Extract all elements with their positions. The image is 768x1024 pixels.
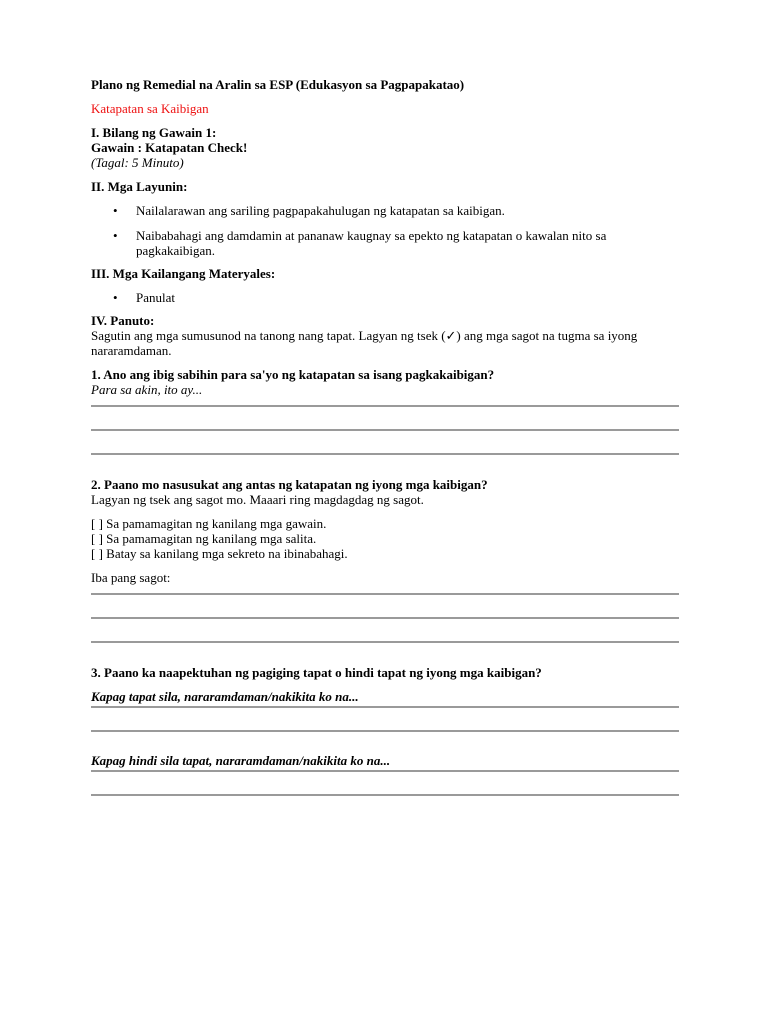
- answer-line[interactable]: [91, 641, 679, 643]
- question-2-options: [91, 516, 679, 561]
- checkbox-option[interactable]: [ ] Sa pamamagitan ng kanilang mga salita.: [91, 531, 317, 546]
- bullet-icon: •: [113, 203, 118, 218]
- materials-list: [91, 290, 679, 305]
- bullet-icon: •: [113, 290, 118, 305]
- answer-line[interactable]: [91, 453, 679, 455]
- bullet-icon: •: [113, 228, 118, 243]
- question-2-text: 2. Paano mo nasusukat ang antas ng katapatan ng iyong mga kaibigan?: [91, 477, 488, 492]
- answer-line[interactable]: [91, 429, 679, 431]
- question-1-text: 1. Ano ang ibig sabihin para sa'yo ng katapatan sa isang pagkakaibigan?: [91, 367, 495, 382]
- objectives-list: [91, 203, 679, 258]
- list-item-text-continued: pagkakaibigan.: [136, 243, 216, 258]
- list-item: [91, 228, 679, 258]
- section-activity: [91, 125, 679, 170]
- section-materials-heading: III. Mga Kailangang Materyales:: [91, 266, 276, 281]
- answer-line[interactable]: [91, 593, 679, 595]
- question-1: [91, 367, 679, 455]
- answer-line[interactable]: [91, 617, 679, 619]
- section-instructions-heading: IV. Panuto:: [91, 313, 155, 328]
- list-item: [91, 290, 679, 305]
- answer-line[interactable]: [91, 770, 679, 772]
- activity-duration: (Tagal: 5 Minuto): [91, 155, 184, 170]
- answer-line[interactable]: [91, 730, 679, 732]
- instructions-text-line1: Sagutin ang mga sumusunod na tanong nang tapat. Lagyan ng tsek (✓) ang mga sagot na tugma sa iyong: [91, 328, 638, 343]
- answer-line[interactable]: [91, 405, 679, 407]
- list-item: [91, 203, 679, 218]
- question-1-prompt: Para sa akin, ito ay...: [91, 382, 203, 397]
- section-objectives-heading: II. Mga Layunin:: [91, 179, 188, 194]
- document-subtitle: Katapatan sa Kaibigan: [91, 101, 209, 116]
- list-item-text: Nailalarawan ang sariling pagpapakahulugan ng katapatan sa kaibigan.: [136, 203, 505, 218]
- answer-line[interactable]: [91, 706, 679, 708]
- question-3: [91, 665, 679, 796]
- section-activity-heading: I. Bilang ng Gawain 1:: [91, 125, 217, 140]
- list-item-text: Panulat: [136, 290, 175, 305]
- question-3-prompt-honest: Kapag tapat sila, nararamdaman/nakikita ko na...: [91, 689, 359, 704]
- document-body: [91, 77, 679, 796]
- question-2: [91, 477, 679, 643]
- other-answer-label: Iba pang sagot:: [91, 570, 171, 585]
- document-title: Plano ng Remedial na Aralin sa ESP (Edukasyon sa Pagpapakatao): [91, 77, 465, 92]
- question-3-prompt-dishonest: Kapag hindi sila tapat, nararamdaman/nakikita ko na...: [91, 753, 391, 768]
- list-item-text: Naibabahagi ang damdamin at pananaw kaugnay sa epekto ng katapatan o kawalan nito sa: [136, 228, 607, 243]
- checkbox-option[interactable]: [ ] Sa pamamagitan ng kanilang mga gawain.: [91, 516, 327, 531]
- question-2-instruction: Lagyan ng tsek ang sagot mo. Maaari ring magdagdag ng sagot.: [91, 492, 424, 507]
- answer-line[interactable]: [91, 794, 679, 796]
- activity-name: Gawain : Katapatan Check!: [91, 140, 248, 155]
- checkbox-option[interactable]: [ ] Batay sa kanilang mga sekreto na ibinabahagi.: [91, 546, 348, 561]
- instructions-text-line2: nararamdaman.: [91, 343, 172, 358]
- question-3-text: 3. Paano ka naapektuhan ng pagiging tapat o hindi tapat ng iyong mga kaibigan?: [91, 665, 542, 680]
- section-instructions: [91, 313, 679, 358]
